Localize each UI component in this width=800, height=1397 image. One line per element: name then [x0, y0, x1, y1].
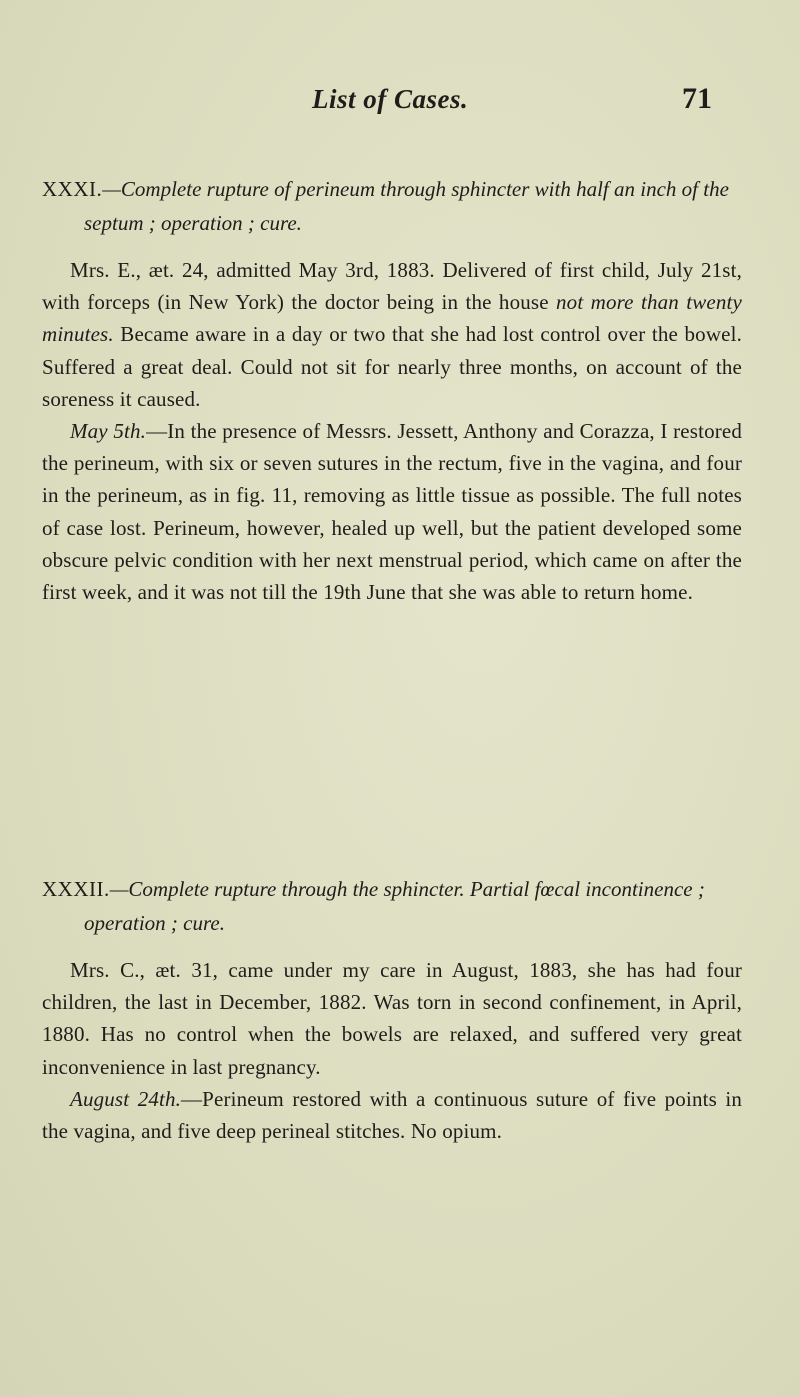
- case-history: [42, 954, 742, 1083]
- history-text: Mrs. E., æt. 24, admitted May 3rd, 1883. Delivered of first child, July 21st, with forceps (in New York) the doctor being in the house: [42, 258, 742, 315]
- history-text: Mrs. C., æt. 31, came under my care in August, 1883, she has had four children, the last in December, 1882. Was torn in second confinement, in April, 1880. Has no control when the bowels are relaxed, and suffered very great inconvenience in last pregnancy.: [42, 958, 742, 1079]
- case-xxxi: [42, 172, 742, 608]
- operation-date: May 5th.: [70, 419, 147, 444]
- case-description: —Complete rupture through the sphincter. Partial fœcal incontinence ; operation ; cure.: [84, 877, 705, 935]
- operation-text: —Perineum restored with a continuous suture of five points in the vagina, and five deep perineal stitches. No opium.: [42, 1086, 742, 1144]
- history-emphasis: not more than twenty minutes.: [42, 290, 742, 347]
- case-history: [42, 254, 742, 415]
- history-text-cont: Became aware in a day or two that she had lost control over the bowel. Suffered a great deal. Could not sit for nearly three months, on account of the soreness it caused.: [42, 322, 742, 411]
- case-xxxii: [42, 872, 742, 1147]
- spacer: [42, 940, 742, 954]
- operation-text: —In the presence of Messrs. Jessett, Anthony and Corazza, I restored the perineum, with six or seven sutures in the rectum, five in the vagina, and four in the perineum, as in fig. 11, removing as little tissue as possible. The full notes of case lost. Perineum, however, healed up well, but the patient developed some obscure pelvic condition with her next menstrual period, which came on after the first week, and it was not till the 19th June that she was able to return home.: [42, 419, 742, 605]
- case-heading: [42, 872, 742, 940]
- case-description: —Complete rupture of perineum through sphincter with half an inch of the septum ; operation ; cure.: [84, 177, 729, 235]
- operation-date: August 24th.: [70, 1086, 182, 1111]
- running-head: [0, 84, 800, 124]
- case-number: XXXII.: [42, 877, 110, 901]
- operation-note: [42, 1083, 742, 1147]
- page-number: 71: [682, 82, 712, 115]
- running-title: List of Cases.: [312, 84, 469, 114]
- operation-note: [42, 415, 742, 608]
- case-number: XXXI.: [42, 177, 103, 201]
- case-heading: [42, 172, 742, 240]
- spacer: [42, 240, 742, 254]
